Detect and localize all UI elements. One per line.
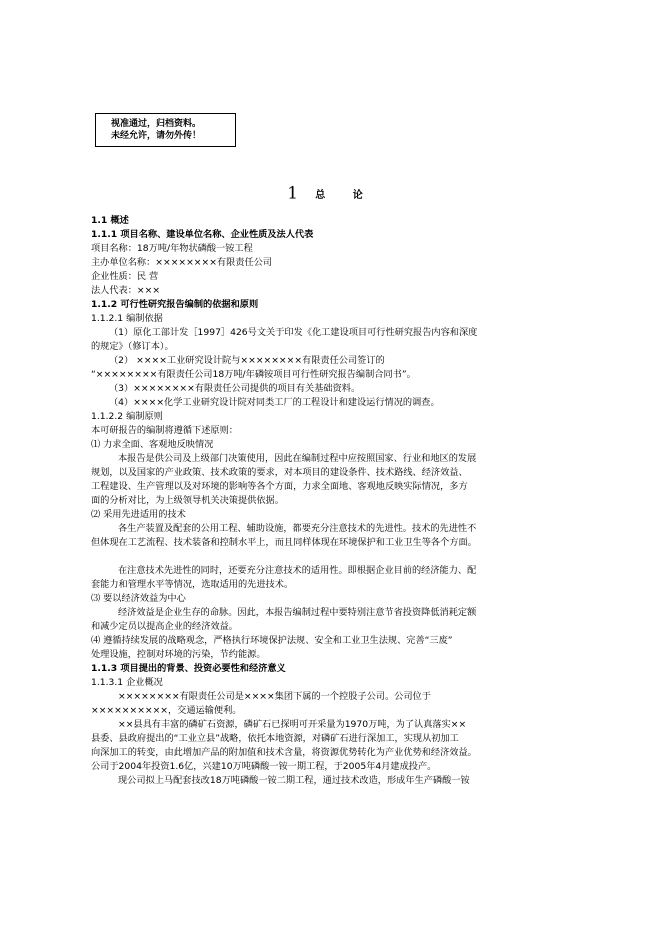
legal-rep-line: 法人代表：××× bbox=[91, 285, 161, 296]
principle-3-text-2: 和减少定员以提高企业的经济效益。 bbox=[91, 621, 238, 632]
section-heading-1-1-2: 1.1.2 可行性研究报告编制的依据和原则 bbox=[91, 299, 259, 310]
basis-item-2-cont: “××××××××有限责任公司18万吨/年磷铵项目可行性研究报告编制合同书”。 bbox=[91, 369, 416, 380]
document-body bbox=[91, 214, 581, 788]
principle-4-text-1: ⑷ 遵循持续发展的战略观念，严格执行环境保护法规、安全和工业卫生法规、完善“三废” bbox=[91, 635, 453, 646]
principle-4-text-2: 处理设施，控制对环境的污染，节约能源。 bbox=[91, 649, 266, 660]
enterprise-type-line: 企业性质：民 营 bbox=[91, 271, 159, 282]
section-heading-1-1-1: 1.1.1 项目名称、建设单位名称、企业性质及法人代表 bbox=[91, 229, 314, 240]
sponsor-line: 主办单位名称：××××××××有限责任公司 bbox=[91, 257, 273, 268]
principle-3-heading: ⑶ 要以经济效益为中心 bbox=[91, 593, 186, 604]
overview-text-1: ××××××××有限责任公司是××××集团下属的一个控股子公司。公司位于 bbox=[118, 691, 431, 702]
chapter-title: 总 论 bbox=[315, 190, 375, 201]
overview-text-2: ××××××××××，交通运输便利。 bbox=[91, 705, 242, 716]
subsection-heading-1-1-2-1: 1.1.2.1 编制依据 bbox=[91, 313, 163, 324]
notice-line-2: 未经允许，请勿外传！ bbox=[111, 131, 202, 141]
principle-2-text-1: 各生产装置及配套的公用工程、辅助设施，都要充分注意技术的先进性。技术的先进性不 bbox=[118, 523, 477, 534]
basis-item-1: （1）原化工部计发［1997］426号文关于印发《化工建设项目可行性研究报告内容和深度 bbox=[109, 327, 478, 338]
principle-2-text-3: 在注意技术先进性的同时，还要充分注意技术的适用性。即根据企业目前的经济能力、配 bbox=[118, 565, 477, 576]
confidential-notice-box bbox=[95, 113, 236, 147]
overview-text-3: ××县具有丰富的磷矿石资源，磷矿石已探明可开采量为1970万吨，为了认真落实×× bbox=[118, 719, 467, 730]
principle-1-text-3: 工程建设、生产管理以及对环境的影响等各个方面，力求全面地、客观地反映实际情况，多方 bbox=[91, 481, 468, 492]
notice-line-1: 视准通过，归档资料。 bbox=[111, 119, 202, 129]
overview-text-6: 公司于2004年投资1.6亿，兴建10万吨磷酸一铵一期工程，于2005年4月建成投产。 bbox=[91, 761, 437, 772]
chapter-heading bbox=[0, 183, 662, 204]
principles-intro: 本可研报告的编制将遵循下述原则： bbox=[91, 425, 238, 436]
overview-text-4: 县委、县政府提出的“工业立县”战略，依托本地资源，对磷矿石进行深加工，实现从初加工 bbox=[91, 733, 459, 744]
overview-text-7: 现公司拟上马配套技改18万吨磷酸一铵二期工程，通过技术改造，形成年生产磷酸一铵 bbox=[118, 775, 470, 786]
project-name-line: 项目名称：18万吨/年物状磷酸一铵工程 bbox=[91, 243, 253, 254]
principle-1-text-1: 本报告是供公司及上级部门决策使用，因此在编制过程中应按照国家、行业和地区的发展 bbox=[118, 453, 477, 464]
section-heading-1-1: 1.1 概述 bbox=[91, 215, 129, 226]
blank-line bbox=[91, 550, 581, 564]
principle-2-text-4: 套能力和管理水平等情况，选取适用的先进技术。 bbox=[91, 579, 294, 590]
principle-1-text-2: 规划，以及国家的产业政策、技术政策的要求，对本项目的建设条件、技术路线、经济效益、 bbox=[91, 467, 468, 478]
principle-1-heading: ⑴ 力求全面、客观地反映情况 bbox=[91, 439, 214, 450]
basis-item-1-cont: 的规定》（修订本）。 bbox=[91, 341, 174, 352]
principle-2-heading: ⑵ 采用先进适用的技术 bbox=[91, 509, 186, 520]
principle-3-text-1: 经济效益是企业生存的命脉。因此，本报告编制过程中要特别注意节省投资降低消耗定额 bbox=[118, 607, 477, 618]
overview-text-5: 向深加工的转变，由此增加产品的附加值和技术含量，将资源优势转化为产业优势和经济效益。 bbox=[91, 747, 477, 758]
basis-item-2: （2） ××××工业研究设计院与××××××××有限责任公司签订的 bbox=[109, 355, 385, 366]
subsection-heading-1-1-3-1: 1.1.3.1 企业概况 bbox=[91, 677, 163, 688]
principle-1-text-4: 面的分析对比，为上级领导机关决策提供依据。 bbox=[91, 495, 284, 506]
basis-item-4: （4）××××化学工业研究设计院对同类工厂的工程设计和建设运行情况的调查。 bbox=[109, 397, 440, 408]
subsection-heading-1-1-2-2: 1.1.2.2 编制原则 bbox=[91, 411, 163, 422]
principle-2-text-2: 但体现在工艺流程、技术装备和控制水平上，而且同样体现在环境保护和工业卫生等各个方面。 bbox=[91, 537, 477, 548]
section-heading-1-1-3: 1.1.3 项目提出的背景、投资必要性和经济意义 bbox=[91, 663, 286, 674]
chapter-number: 1 bbox=[287, 183, 299, 204]
basis-item-3: （3）××××××××有限责任公司提供的项目有关基础资料。 bbox=[109, 383, 361, 394]
